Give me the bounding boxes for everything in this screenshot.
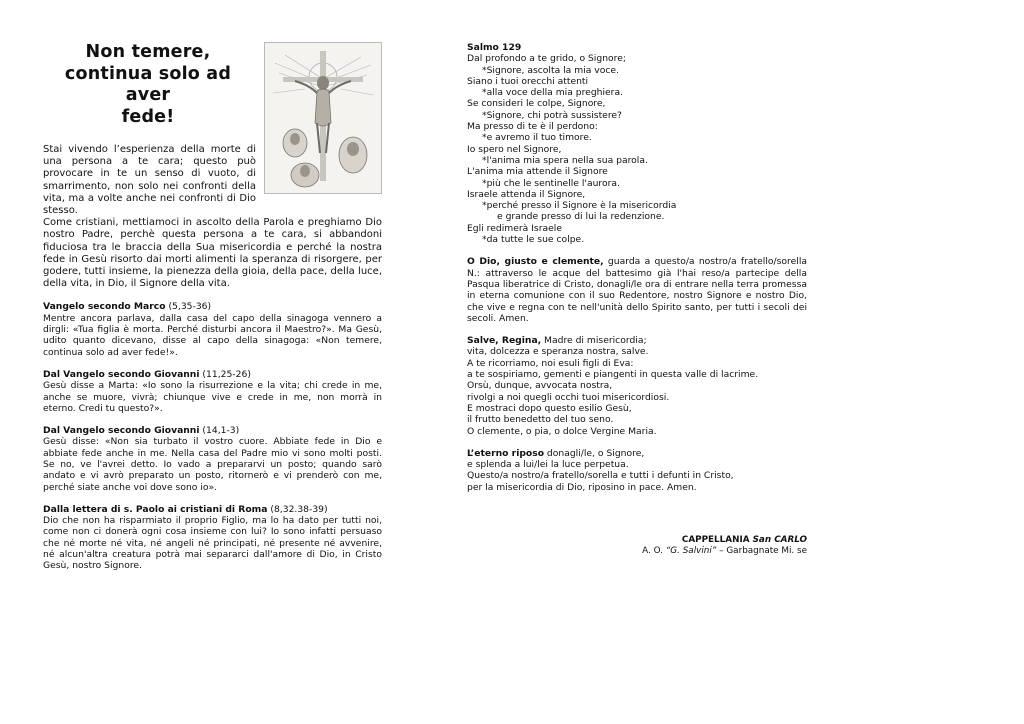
footer-credits	[467, 535, 807, 558]
psalm-line: *più che le sentinelle l'aurora.	[482, 177, 620, 189]
psalm-line: *e avremo il tuo timore.	[482, 132, 592, 144]
footer-org-name: San CARLO	[749, 534, 807, 545]
psalm-line: Io spero nel Signore,	[467, 143, 562, 155]
psalm-line: Israele attenda il Signore,	[467, 188, 586, 200]
footer-prefix: A. O.	[642, 546, 666, 557]
footer-location: – Garbagnate Mi. se	[716, 546, 807, 557]
reading-reference: (8,32.38-39)	[267, 503, 328, 515]
requiem-lines	[467, 459, 807, 493]
title-line: continua solo ad aver	[64, 63, 232, 105]
psalm-line: Siano i tuoi orecchi attenti	[467, 75, 589, 87]
salve-line: il frutto benedetto del tuo seno.	[467, 414, 614, 426]
reading-section	[43, 504, 382, 572]
reading-reference: (11,25-26)	[199, 368, 251, 380]
psalm-line: Dal profondo a te grido, o Signore;	[467, 53, 626, 65]
reading-text: Mentre ancora parlava, dalla casa del capo della sinagoga vennero a dirgli: «Tua figlia è morta. Perché disturbi ancora il Maestro?». Ma Gesù, udito quanto dicevano, disse al capo della sinagoga: «Non temere, continua solo ad aver fede!».	[43, 312, 382, 358]
salve-lines	[467, 346, 807, 436]
psalm-line: *da tutte le sue colpe.	[482, 234, 585, 246]
salve-line: Orsù, dunque, avvocata nostra,	[467, 380, 613, 392]
eternal-rest-prayer	[467, 448, 807, 493]
salve-line: vita, dolcezza e speranza nostra, salve.	[467, 346, 649, 358]
reading-section	[43, 369, 382, 414]
psalm-title: Salmo 129	[467, 42, 522, 53]
salve-first-line: Madre di misericordia;	[541, 335, 647, 347]
salve-heading: Salve, Regina,	[467, 335, 542, 347]
title-line: Non temere,	[85, 42, 211, 62]
requiem-heading: L’eterno riposo	[467, 447, 545, 459]
psalm-line: *Signore, ascolta la mia voce.	[482, 64, 619, 76]
psalm-text	[467, 53, 807, 245]
reading-heading: Dalla lettera di s. Paolo ai cristiani di Roma	[43, 503, 268, 515]
right-page	[467, 42, 807, 558]
page-title	[43, 42, 253, 128]
reading-heading: Vangelo secondo Marco	[43, 301, 166, 313]
reading-text: Dio che non ha risparmiato il proprio Figlio, ma lo ha dato per tutti noi, come non ci donerà ogni cosa insieme con lui? Io sono infatti persuaso che né morte né vita, né angeli né principati, né presente né avvenire, né alcun'altra creatura potrà mai separarci dall'amore di Dio, in Cristo Gesù, nostro Signore.	[43, 515, 382, 572]
footer-hospital: “G. Salvini”	[665, 546, 717, 557]
reading-heading: Dal Vangelo secondo Giovanni	[43, 368, 200, 380]
psalm-line: *alla voce della mia preghiera.	[482, 87, 624, 99]
psalm-line: *Signore, chi potrà sussistere?	[482, 109, 622, 121]
reading-text: Gesù disse a Marta: «Io sono la risurrezione e la vita; chi crede in me, anche se muore, vivrà; chiunque vive e crede in me, non morrà in eterno. Credi tu questo?».	[43, 380, 382, 414]
psalm-line: *l'anima mia spera nella sua parola.	[482, 154, 648, 166]
title-line: fede!	[121, 106, 175, 127]
salve-line: A te ricorriamo, noi esuli figli di Eva:	[467, 357, 634, 369]
footer-org: CAPPELLANIA	[681, 534, 750, 545]
intro-paragraph: Stai vivendo l’esperienza della morte di una persona a te cara; questo può provocare in te un senso di vuoto, di smarrimento, non solo nei confronti della vita, ma a volte anche nei confronti di Dio stesso.	[43, 144, 256, 217]
left-page	[43, 42, 382, 572]
reading-reference: (14,1-3)	[199, 425, 240, 437]
requiem-line: e splenda a lui/lei la luce perpetua.	[467, 459, 629, 471]
requiem-first-line: donagli/le, o Signore,	[544, 447, 645, 459]
salve-line: rivolgi a noi quegli occhi tuoi misericordiosi.	[467, 391, 670, 403]
psalm-line: Se consideri le colpe, Signore,	[467, 98, 606, 110]
crucifixion-sketch-icon	[265, 43, 381, 193]
reading-section	[43, 425, 382, 493]
reading-section	[43, 301, 382, 357]
psalm-line: Ma presso di te è il perdono:	[467, 121, 598, 133]
requiem-line: Questo/a nostro/a fratello/sorella e tutti i defunti in Cristo,	[467, 470, 734, 482]
reading-reference: (5,35-36)	[165, 301, 212, 313]
salve-line: O clemente, o pia, o dolce Vergine Maria.	[467, 425, 657, 437]
salve-line: E mostraci dopo questo esilio Gesù,	[467, 402, 632, 414]
psalm-line: L'anima mia attende il Signore	[467, 166, 608, 178]
intro-paragraph: Come cristiani, mettiamoci in ascolto della Parola e preghiamo Dio nostro Padre, perchè questa persona a te cara, si abbandoni fiduciosa tra le braccia della Sua misericordia e perché la nostra fede in Gesù risorto dai morti alimenti la speranza di risorgere, per godere, tutti insieme, la pienezza della gioia, della pace, della luce, della vita, in Dio, il Signore della vita.	[43, 217, 382, 290]
salve-regina-prayer	[467, 335, 807, 437]
reading-text: Gesù disse: «Non sia turbato il vostro cuore. Abbiate fede in Dio e abbiate fede anche in me. Nella casa del Padre mio vi sono molti posti. Se no, ve l'avrei detto. Io vado a prepararvi un posto; quando sarò andato e vi avrò preparato un posto, ritornerò e vi prenderò con me, perché siate anche voi dove sono io».	[43, 436, 382, 493]
requiem-line: per la misericordia di Dio, riposino in pace. Amen.	[467, 481, 697, 493]
psalm-line: Egli redimerà Israele	[467, 222, 562, 234]
salve-line: a te sospiriamo, gementi e piangenti in questa valle di lacrime.	[467, 369, 759, 381]
psalm-line: e grande presso di lui la redenzione.	[497, 211, 665, 223]
prayer-text: guarda a questo/a nostro/a fratello/sorella N.: attraverso le acque del battesimo già l'hai reso/a partecipe della Pasqua liberatrice di Cristo, donagli/le ora di entrare nella terra promessa in eterna comunione con il suo Redentore, nostro Signore e nostro Dio, che vive e regna con te nell'unità dello Spirito santo, per tutti i secoli dei secoli. Amen.	[467, 256, 807, 324]
prayer-paragraph	[467, 256, 807, 324]
prayer-heading: O Dio, giusto e clemente,	[467, 256, 604, 268]
reading-heading: Dal Vangelo secondo Giovanni	[43, 425, 200, 437]
psalm-line: *perché presso il Signore è la misericordia	[482, 200, 677, 212]
crucifixion-illustration	[264, 42, 382, 194]
